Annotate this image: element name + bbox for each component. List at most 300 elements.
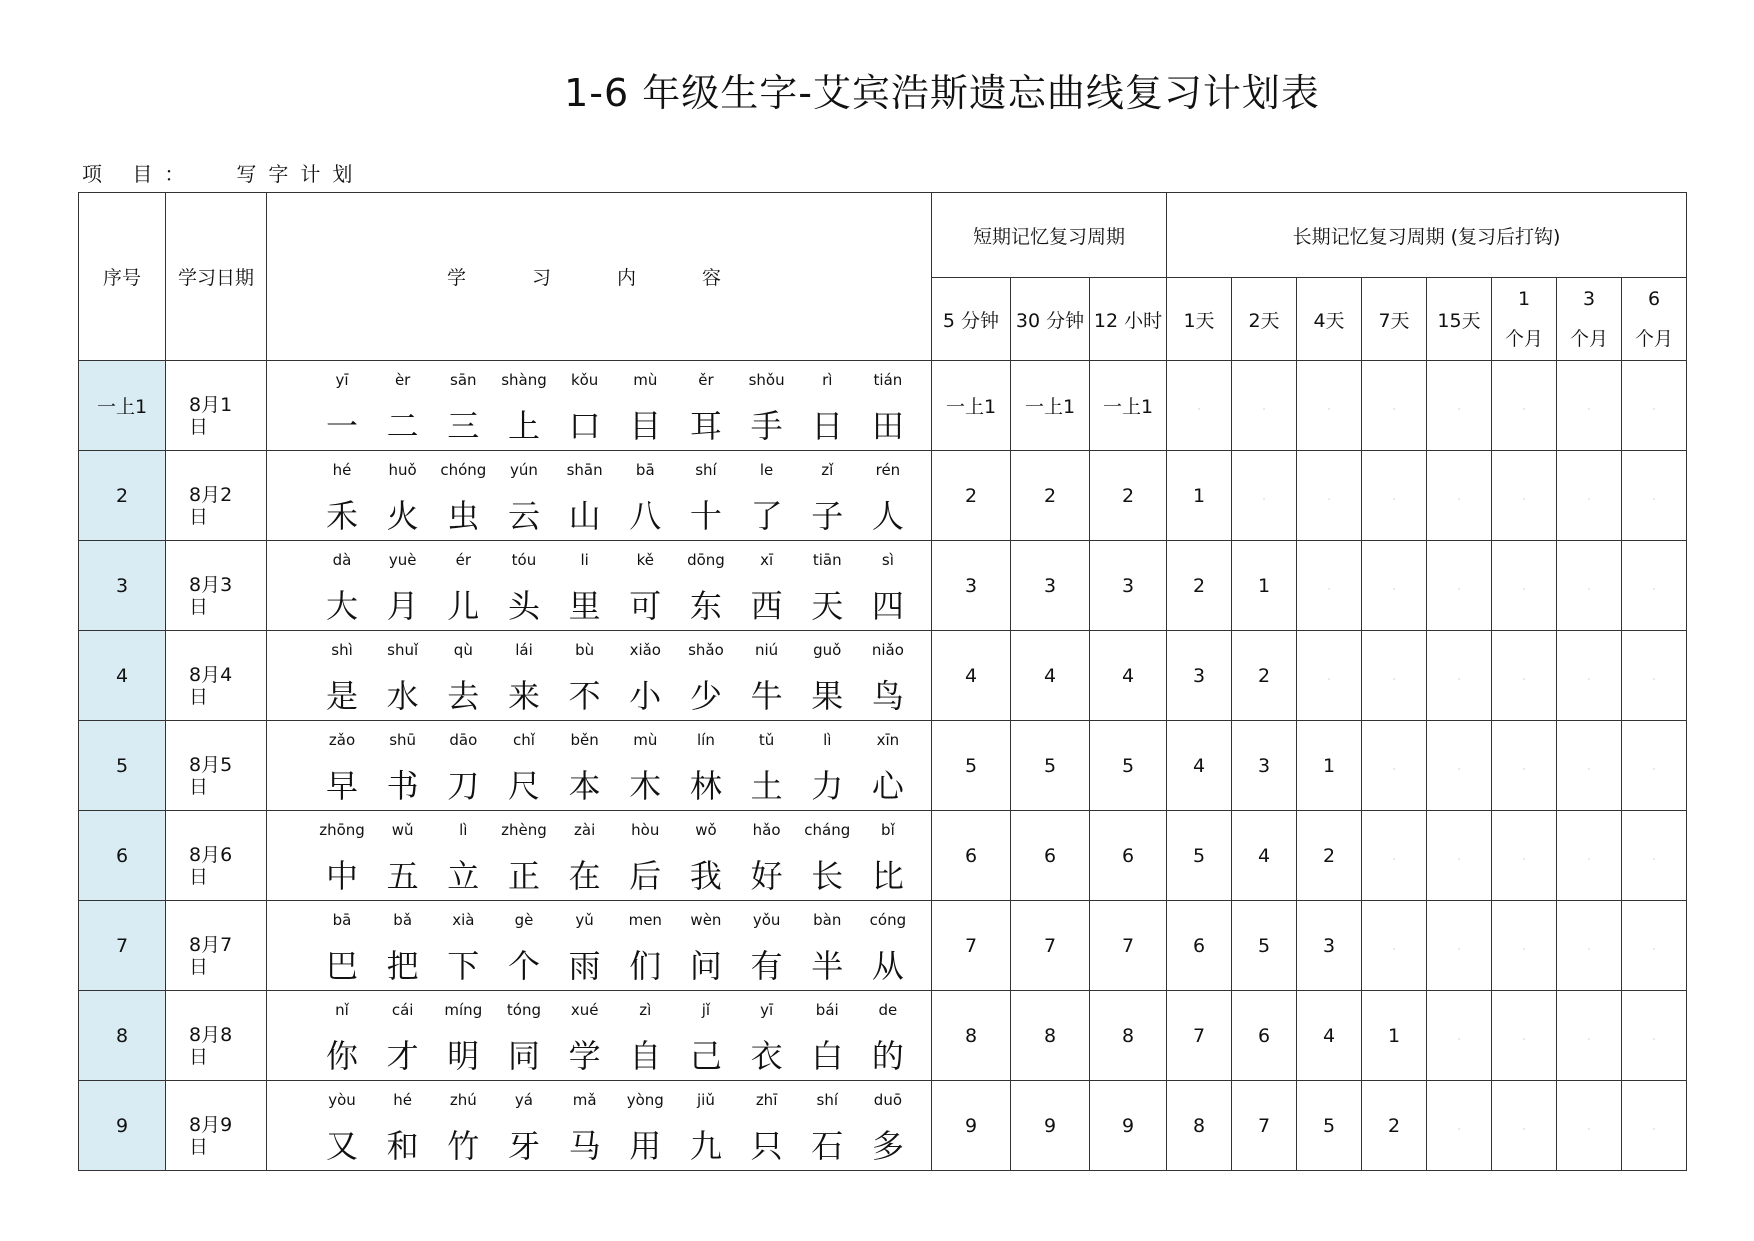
hanzi: 你 [325, 1037, 358, 1075]
hanzi: 学 [568, 1037, 601, 1075]
month-review-2 [1622, 1081, 1687, 1171]
char-item [798, 991, 856, 1080]
pinyin: mù [633, 731, 658, 749]
empty-mark: · [1522, 1124, 1526, 1134]
hanzi: 把 [386, 947, 419, 985]
long-review-3: 2 [1362, 1081, 1427, 1171]
pinyin: niǎo [871, 641, 904, 659]
header-long-col-1: 2天 [1232, 278, 1297, 361]
project-line [82, 158, 364, 187]
hanzi: 水 [386, 677, 419, 715]
empty-mark: · [1392, 854, 1396, 864]
pinyin: shuǐ [387, 641, 419, 659]
long-review-0: 6 [1167, 901, 1232, 991]
char-item [677, 631, 735, 720]
char-list [267, 361, 931, 450]
row-content [267, 541, 932, 631]
pinyin: xīn [876, 731, 900, 749]
char-item [313, 541, 371, 630]
month-review-1 [1557, 361, 1622, 451]
empty-mark: · [1587, 1124, 1591, 1134]
long-review-4 [1427, 721, 1492, 811]
header-long-col-4: 15天 [1427, 278, 1492, 361]
hanzi: 力 [811, 767, 844, 805]
month-review-1 [1557, 901, 1622, 991]
hanzi: 牙 [507, 1127, 540, 1165]
char-item [556, 721, 614, 810]
pinyin: tiān [812, 551, 842, 569]
pinyin: shǒu [748, 371, 785, 389]
empty-mark: · [1652, 584, 1656, 594]
empty-mark: · [1392, 944, 1396, 954]
long-review-1 [1232, 451, 1297, 541]
char-item [616, 811, 674, 900]
row-date [166, 1081, 267, 1171]
row-seq: 一上1 [79, 361, 166, 451]
hanzi: 三 [447, 407, 480, 445]
hanzi: 牛 [750, 677, 783, 715]
char-item [495, 991, 553, 1080]
empty-mark: · [1522, 494, 1526, 504]
header-month-unit: 个月 [1634, 328, 1673, 350]
long-review-3 [1362, 721, 1427, 811]
char-list [267, 811, 931, 900]
empty-mark: · [1652, 764, 1656, 774]
pinyin: huǒ [388, 461, 417, 479]
char-item [616, 451, 674, 540]
char-item [313, 811, 371, 900]
pinyin: zǎo [328, 731, 356, 749]
empty-mark: · [1457, 404, 1461, 414]
char-item [738, 541, 796, 630]
long-review-1: 3 [1232, 721, 1297, 811]
hanzi: 又 [325, 1127, 358, 1165]
empty-mark: · [1522, 674, 1526, 684]
empty-mark: · [1587, 584, 1591, 594]
pinyin: zǐ [821, 461, 834, 479]
month-review-2 [1622, 361, 1687, 451]
char-item [313, 721, 371, 810]
row-date [166, 901, 267, 991]
pinyin: yǒu [752, 911, 781, 929]
month-review-2 [1622, 721, 1687, 811]
pinyin: lái [515, 641, 533, 659]
pinyin: hé [332, 461, 352, 479]
long-review-0: 1 [1167, 451, 1232, 541]
pinyin: bù [575, 641, 595, 659]
empty-mark: · [1262, 494, 1266, 504]
long-review-4 [1427, 1081, 1492, 1171]
row-date-text: 8月6日 [189, 843, 233, 888]
row-seq: 6 [79, 811, 166, 901]
char-item [374, 901, 432, 990]
short-review-0: 8 [932, 991, 1011, 1081]
long-review-4 [1427, 631, 1492, 721]
month-review-0 [1492, 991, 1557, 1081]
char-item [374, 451, 432, 540]
month-review-2 [1622, 991, 1687, 1081]
long-review-4 [1427, 361, 1492, 451]
pinyin: zhú [449, 1091, 477, 1109]
page-title: 1-6 年级生字-艾宾浩斯遗忘曲线复习计划表 [564, 71, 1320, 115]
char-item [677, 541, 735, 630]
hanzi: 后 [629, 857, 662, 895]
row-date [166, 991, 267, 1081]
empty-mark: · [1522, 944, 1526, 954]
empty-mark: · [1327, 404, 1331, 414]
char-item [798, 721, 856, 810]
long-review-1: 6 [1232, 991, 1297, 1081]
hanzi: 东 [689, 587, 722, 625]
long-review-3 [1362, 811, 1427, 901]
header-short-col-2: 12 小时 [1090, 278, 1167, 361]
empty-mark: · [1587, 494, 1591, 504]
pinyin: yī [335, 371, 349, 389]
hanzi: 大 [325, 587, 358, 625]
hanzi: 用 [629, 1127, 662, 1165]
header-long-col-3: 7天 [1362, 278, 1427, 361]
hanzi: 和 [386, 1127, 419, 1165]
char-item [556, 541, 614, 630]
month-review-0 [1492, 1081, 1557, 1171]
short-review-2: 7 [1090, 901, 1167, 991]
long-review-0: 5 [1167, 811, 1232, 901]
hanzi: 们 [629, 947, 662, 985]
pinyin: ěr [698, 371, 714, 389]
empty-mark: · [1652, 944, 1656, 954]
row-date [166, 361, 267, 451]
short-review-0: 4 [932, 631, 1011, 721]
hanzi: 木 [629, 767, 662, 805]
month-review-2 [1622, 541, 1687, 631]
long-review-3 [1362, 901, 1427, 991]
char-item [616, 361, 674, 450]
hanzi: 雨 [568, 947, 601, 985]
pinyin: jǐ [701, 1001, 711, 1019]
hanzi: 石 [811, 1127, 844, 1165]
pinyin: guǒ [813, 641, 842, 659]
row-content [267, 451, 932, 541]
pinyin: men [628, 911, 662, 929]
char-item [434, 451, 492, 540]
char-item [798, 631, 856, 720]
char-item [434, 811, 492, 900]
char-item [738, 721, 796, 810]
long-review-3 [1362, 541, 1427, 631]
table-row [79, 541, 1687, 631]
empty-mark: · [1522, 854, 1526, 864]
empty-mark: · [1587, 674, 1591, 684]
char-item [556, 1081, 614, 1170]
char-item [495, 811, 553, 900]
pinyin: lín [697, 731, 715, 749]
pinyin: li [580, 551, 589, 569]
pinyin: běn [570, 731, 599, 749]
pinyin: bàn [813, 911, 842, 929]
pinyin: qù [453, 641, 473, 659]
hanzi: 日 [811, 407, 844, 445]
pinyin: yá [514, 1091, 533, 1109]
long-review-0 [1167, 361, 1232, 451]
pinyin: zhèng [501, 821, 547, 839]
char-item [738, 1081, 796, 1170]
char-item [859, 901, 917, 990]
char-item [859, 1081, 917, 1170]
hanzi: 二 [386, 407, 419, 445]
char-item [556, 631, 614, 720]
header-month-col-1 [1557, 278, 1622, 361]
char-item [738, 631, 796, 720]
hanzi: 是 [325, 677, 358, 715]
short-review-2: 5 [1090, 721, 1167, 811]
empty-mark: · [1457, 1034, 1461, 1044]
char-item [798, 541, 856, 630]
month-review-1 [1557, 631, 1622, 721]
hanzi: 月 [386, 587, 419, 625]
pinyin: shū [389, 731, 417, 749]
pinyin: wǒ [695, 821, 717, 839]
long-review-2 [1297, 541, 1362, 631]
header-month-col-2 [1622, 278, 1687, 361]
char-item [495, 1081, 553, 1170]
row-content [267, 361, 932, 451]
empty-mark: · [1197, 404, 1201, 414]
pinyin: cháng [804, 821, 851, 839]
hanzi: 火 [386, 497, 419, 535]
hanzi: 果 [811, 677, 844, 715]
long-review-1: 7 [1232, 1081, 1297, 1171]
char-item [677, 1081, 735, 1170]
char-item [374, 811, 432, 900]
header-short-col-1: 30 分钟 [1011, 278, 1090, 361]
char-item [556, 361, 614, 450]
long-review-4 [1427, 901, 1492, 991]
short-review-0: 2 [932, 451, 1011, 541]
char-item [374, 361, 432, 450]
empty-mark: · [1392, 404, 1396, 414]
short-review-1: 2 [1011, 451, 1090, 541]
char-item [434, 541, 492, 630]
hanzi: 多 [871, 1127, 904, 1165]
header-month-num: 1 [1517, 288, 1531, 310]
hanzi: 我 [689, 857, 722, 895]
short-review-1: 6 [1011, 811, 1090, 901]
short-review-0: 5 [932, 721, 1011, 811]
row-date [166, 721, 267, 811]
pinyin: zì [639, 1001, 652, 1019]
hanzi: 来 [507, 677, 540, 715]
char-list [267, 721, 931, 810]
char-item [859, 991, 917, 1080]
char-item [556, 991, 614, 1080]
month-review-0 [1492, 451, 1557, 541]
hanzi: 马 [568, 1127, 601, 1165]
hanzi: 同 [507, 1037, 540, 1075]
header-long-col-0: 1天 [1167, 278, 1232, 361]
char-item [556, 451, 614, 540]
char-item [616, 721, 674, 810]
hanzi: 中 [325, 857, 358, 895]
long-review-1 [1232, 361, 1297, 451]
pinyin: xī [760, 551, 774, 569]
header-month-unit: 个月 [1569, 328, 1608, 350]
header-date: 学习日期 [166, 193, 267, 361]
hanzi: 长 [811, 857, 844, 895]
empty-mark: · [1587, 854, 1591, 864]
empty-mark: · [1457, 584, 1461, 594]
char-item [434, 721, 492, 810]
long-review-2: 2 [1297, 811, 1362, 901]
pinyin: mù [633, 371, 658, 389]
table-row [79, 991, 1687, 1081]
hanzi: 儿 [447, 587, 480, 625]
char-item [495, 541, 553, 630]
short-review-2: 2 [1090, 451, 1167, 541]
hanzi: 四 [871, 587, 904, 625]
hanzi: 西 [750, 587, 783, 625]
pinyin: tián [873, 371, 903, 389]
char-item [859, 631, 917, 720]
row-content [267, 811, 932, 901]
hanzi: 好 [750, 857, 783, 895]
char-item [677, 811, 735, 900]
pinyin: zhī [755, 1091, 778, 1109]
hanzi: 心 [871, 767, 904, 805]
hanzi: 本 [568, 767, 601, 805]
pinyin: shǎo [688, 641, 724, 659]
char-item [434, 631, 492, 720]
empty-mark: · [1652, 674, 1656, 684]
row-date [166, 451, 267, 541]
pinyin: sì [881, 551, 894, 569]
empty-mark: · [1652, 1124, 1656, 1134]
short-review-1: 4 [1011, 631, 1090, 721]
char-item [495, 901, 553, 990]
row-content [267, 721, 932, 811]
hanzi: 了 [750, 497, 783, 535]
row-date-text: 8月2日 [189, 483, 233, 528]
header-short-col-0: 5 分钟 [932, 278, 1011, 361]
char-item [556, 901, 614, 990]
char-item [677, 991, 735, 1080]
long-review-3 [1362, 631, 1427, 721]
short-review-2: 9 [1090, 1081, 1167, 1171]
hanzi: 里 [568, 587, 601, 625]
row-date-text: 8月9日 [189, 1113, 233, 1158]
char-item [859, 541, 917, 630]
month-review-0 [1492, 631, 1557, 721]
empty-mark: · [1457, 944, 1461, 954]
hanzi: 衣 [750, 1037, 783, 1075]
month-review-2 [1622, 451, 1687, 541]
review-plan-table [78, 192, 1687, 1171]
pinyin: lì [459, 821, 468, 839]
char-item [677, 451, 735, 540]
hanzi: 刀 [447, 767, 480, 805]
char-item [434, 991, 492, 1080]
table-row [79, 1081, 1687, 1171]
long-review-2: 4 [1297, 991, 1362, 1081]
long-review-2 [1297, 631, 1362, 721]
pinyin: gè [514, 911, 534, 929]
header-short-term: 短期记忆复习周期 [932, 193, 1167, 278]
pinyin: wèn [690, 911, 722, 929]
hanzi: 少 [689, 677, 722, 715]
char-list [267, 631, 931, 720]
char-item [616, 901, 674, 990]
char-item [313, 631, 371, 720]
empty-mark: · [1392, 674, 1396, 684]
short-review-2: 8 [1090, 991, 1167, 1081]
month-review-2 [1622, 631, 1687, 721]
short-review-0: 一上1 [932, 361, 1011, 451]
month-review-2 [1622, 811, 1687, 901]
long-review-3 [1362, 361, 1427, 451]
pinyin: xiǎo [629, 641, 661, 659]
char-item [738, 451, 796, 540]
empty-mark: · [1262, 404, 1266, 414]
empty-mark: · [1652, 1034, 1656, 1044]
char-item [798, 1081, 856, 1170]
long-review-0: 8 [1167, 1081, 1232, 1171]
long-review-3: 1 [1362, 991, 1427, 1081]
pinyin: hòu [631, 821, 660, 839]
short-review-2: 3 [1090, 541, 1167, 631]
pinyin: rén [875, 461, 901, 479]
hanzi: 不 [568, 677, 601, 715]
char-list [267, 1081, 931, 1170]
pinyin: tóng [506, 1001, 542, 1019]
hanzi: 自 [629, 1037, 662, 1075]
hanzi: 白 [811, 1037, 844, 1075]
empty-mark: · [1587, 944, 1591, 954]
hanzi: 竹 [447, 1127, 480, 1165]
row-date-text: 8月1日 [189, 393, 233, 438]
hanzi: 只 [750, 1127, 783, 1165]
short-review-1: 一上1 [1011, 361, 1090, 451]
long-review-4 [1427, 991, 1492, 1081]
hanzi: 书 [386, 767, 419, 805]
pinyin: duō [873, 1091, 903, 1109]
project-label: 项 目： [82, 162, 197, 186]
short-review-1: 3 [1011, 541, 1090, 631]
empty-mark: · [1587, 404, 1591, 414]
long-review-0: 4 [1167, 721, 1232, 811]
empty-mark: · [1587, 1034, 1591, 1044]
empty-mark: · [1327, 494, 1331, 504]
pinyin: shì [331, 641, 353, 659]
long-review-1: 2 [1232, 631, 1297, 721]
char-item [738, 991, 796, 1080]
char-item [859, 361, 917, 450]
short-review-1: 9 [1011, 1081, 1090, 1171]
hanzi: 去 [447, 677, 480, 715]
short-review-1: 7 [1011, 901, 1090, 991]
row-date-text: 8月5日 [189, 753, 233, 798]
char-item [616, 631, 674, 720]
char-item [374, 631, 432, 720]
pinyin: zài [574, 821, 596, 839]
month-review-1 [1557, 451, 1622, 541]
pinyin: xià [452, 911, 475, 929]
pinyin: yuè [388, 551, 417, 569]
row-content [267, 991, 932, 1081]
long-review-3 [1362, 451, 1427, 541]
pinyin: xué [570, 1001, 599, 1019]
row-date-text: 8月8日 [189, 1023, 233, 1068]
hanzi: 鸟 [871, 677, 904, 715]
hanzi: 口 [568, 407, 601, 445]
